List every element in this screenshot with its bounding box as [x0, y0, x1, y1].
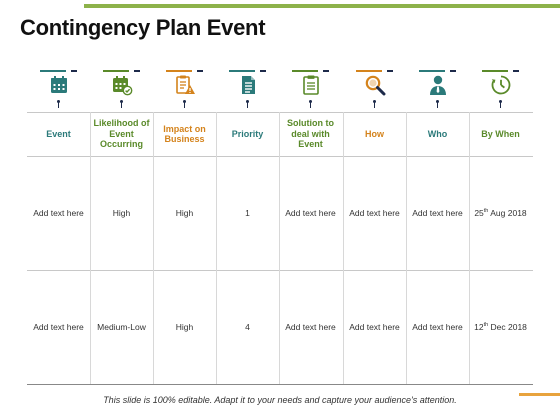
clipboard-warning-icon [174, 74, 196, 96]
date-month-year: Aug 2018 [488, 208, 527, 218]
footer-note: This slide is 100% editable. Adapt it to your needs and capture your audience's attention. [103, 395, 457, 405]
column-header-label: Solution to deal with Event [287, 118, 334, 150]
column-icon-group [469, 62, 532, 112]
accent-dash [166, 70, 203, 72]
column-icon-group [216, 62, 279, 112]
date-cell[interactable] [469, 156, 532, 270]
accent-dash [419, 70, 456, 72]
accent-dash [40, 70, 77, 72]
table-cell[interactable]: Add text here [349, 322, 400, 332]
column-header [279, 112, 342, 156]
calendar-check-icon [111, 74, 133, 96]
document-list-icon [237, 74, 259, 96]
column-icon-group [279, 62, 342, 112]
date-suffix: th [483, 208, 489, 215]
table-cell[interactable]: Add text here [285, 208, 336, 218]
top-accent-bar [84, 4, 560, 8]
clock-icon [490, 74, 512, 96]
calendar-icon [48, 74, 70, 96]
table-cell[interactable]: Add text here [285, 322, 336, 332]
column-header-label: How [365, 128, 384, 139]
table-cell[interactable]: Add text here [33, 322, 84, 332]
column-header-label: By When [481, 128, 520, 139]
page-title: Contingency Plan Event [20, 15, 266, 40]
connector-stem [310, 102, 311, 108]
person-icon [427, 74, 449, 96]
connector-stem [374, 102, 375, 108]
column-icon-group [90, 62, 153, 112]
table-cell[interactable]: Add text here [412, 322, 463, 332]
connector-stem [500, 102, 501, 108]
column-icon-group [27, 62, 90, 112]
corner-accent-bar [519, 393, 560, 396]
column-header-label: Event [46, 128, 71, 139]
table-cell[interactable]: Add text here [412, 208, 463, 218]
accent-dash [356, 70, 393, 72]
table-cell[interactable]: High [175, 208, 194, 218]
column-header-label: Who [427, 128, 448, 139]
table-cell[interactable]: Add text here [349, 208, 400, 218]
connector-stem [437, 102, 438, 108]
accent-dash [103, 70, 140, 72]
accent-dash [229, 70, 266, 72]
column-header-label: Priority [231, 128, 264, 139]
column-header-label: Likelihood of Event Occurring [93, 118, 150, 150]
accent-dash [292, 70, 329, 72]
date-month-year: Dec 2018 [488, 322, 527, 332]
date-cell[interactable] [469, 270, 532, 384]
table-cell[interactable]: High [175, 322, 194, 332]
connector-stem [184, 102, 185, 108]
column-header [343, 112, 406, 156]
column-header-label: Impact on Business [163, 123, 206, 144]
column-header [406, 112, 469, 156]
accent-dash [482, 70, 519, 72]
table-cell[interactable]: Medium-Low [97, 322, 146, 332]
magnifier-icon [364, 74, 386, 96]
column-icon-group [343, 62, 406, 112]
column-header [90, 112, 153, 156]
date-day: 25 [474, 208, 484, 218]
clipboard-icon [300, 74, 322, 96]
table-cell[interactable]: 1 [245, 208, 250, 218]
table-cell[interactable]: 4 [245, 322, 250, 332]
table-cell[interactable]: Add text here [33, 208, 84, 218]
date-day: 12 [474, 322, 484, 332]
column-icon-group [406, 62, 469, 112]
column-header [27, 112, 90, 156]
column-header [216, 112, 279, 156]
date-suffix: th [483, 322, 489, 329]
table-bottom-border [27, 384, 533, 385]
connector-stem [121, 102, 122, 108]
connector-stem [58, 102, 59, 108]
column-icon-group [153, 62, 216, 112]
table-cell[interactable]: High [112, 208, 131, 218]
column-header [153, 112, 216, 156]
connector-stem [247, 102, 248, 108]
column-header [469, 112, 532, 156]
